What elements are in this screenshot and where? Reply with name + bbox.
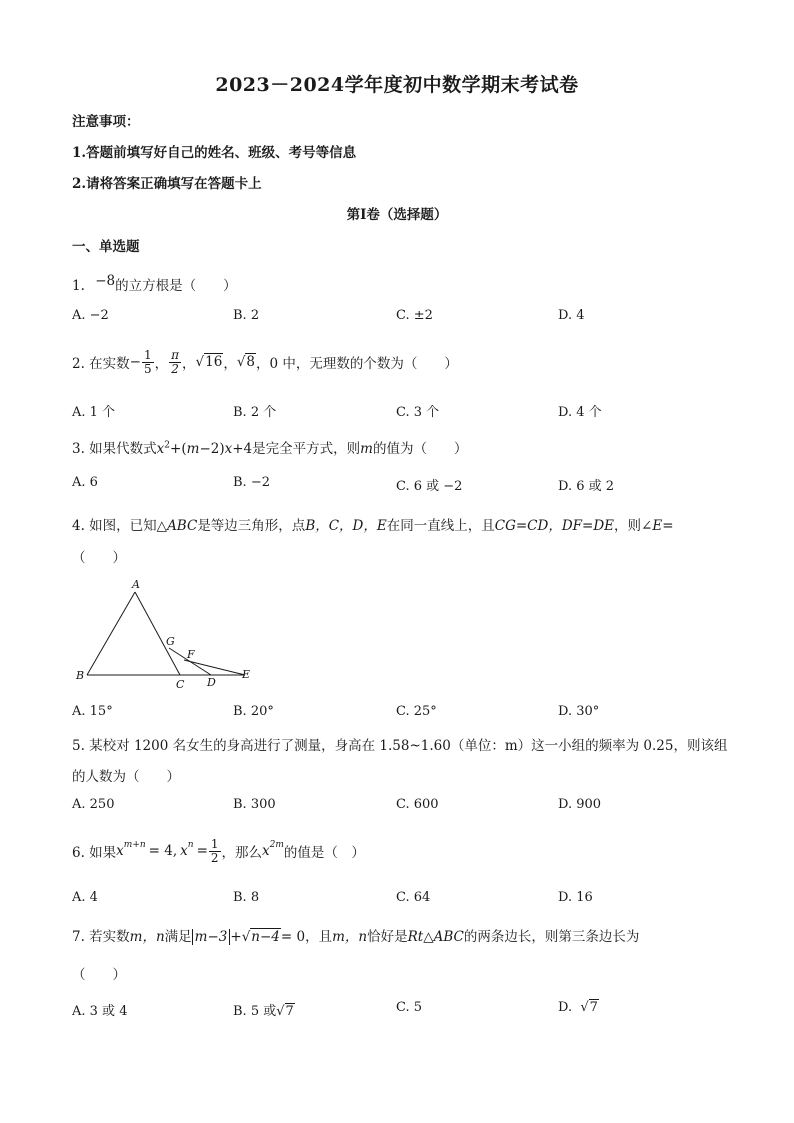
- segment-ab: [87, 592, 135, 675]
- sqrt-16: √16: [195, 354, 223, 370]
- question-text: 6. 如果: [72, 845, 117, 861]
- math-expression: −: [129, 354, 141, 370]
- math-expression: −2): [199, 441, 225, 457]
- math-expression: = 4,: [148, 843, 178, 859]
- option-a[interactable]: A. 1 个: [72, 405, 116, 420]
- option-b[interactable]: [233, 1000, 295, 1019]
- section-heading: 一、单选题: [72, 239, 140, 255]
- option-c[interactable]: C. 6 或 −2: [396, 479, 463, 494]
- option-c[interactable]: C. 600: [396, 797, 439, 812]
- variable-m: m: [186, 441, 200, 457]
- page-title: 2023－2024学年度初中数学期末考试卷: [215, 74, 579, 96]
- option-a[interactable]: A. −2: [72, 308, 109, 323]
- label-f: F: [187, 648, 195, 661]
- variable-x: x: [116, 843, 124, 859]
- exponent: m+n: [123, 840, 146, 850]
- triangle-figure: [70, 574, 270, 694]
- option-b[interactable]: B. 2: [233, 308, 260, 323]
- question-text: 4. 如图，已知△: [72, 518, 168, 534]
- separator: ，: [223, 356, 237, 372]
- variable-x: x: [156, 441, 165, 457]
- math-expression: −8: [95, 273, 116, 289]
- option-a[interactable]: A. 250: [72, 797, 115, 812]
- question-text: 的两条边长，则第三条边长为: [463, 929, 640, 945]
- sqrt-n-minus-4: √n−4: [241, 929, 280, 945]
- option-a[interactable]: A. 15°: [72, 704, 113, 719]
- option-b[interactable]: B. 300: [233, 797, 276, 812]
- separator: ，: [154, 356, 169, 372]
- option-c[interactable]: C. 25°: [396, 704, 437, 719]
- angle-name: E: [652, 518, 663, 534]
- segment-ac: [135, 592, 180, 675]
- label-a: A: [132, 578, 140, 591]
- condition: CG=CD，DF=DE: [494, 518, 615, 534]
- absolute-value: m−3: [192, 929, 231, 945]
- option-a[interactable]: A. 3 或 4: [72, 1004, 128, 1019]
- variables-m-n: m，n: [332, 929, 368, 945]
- variables-m-n: m，n: [129, 929, 165, 945]
- option-b[interactable]: B. 8: [233, 890, 260, 905]
- option-d[interactable]: D. 6 或 2: [558, 479, 615, 494]
- sqrt-7: √7: [580, 1000, 598, 1015]
- question-5: 5. 某校对 1200 名女生的身高进行了测量，身高在 1.58~1.60（单位：m）这一小组的频率为 0.25，则该组: [72, 738, 728, 754]
- option-text: D.: [558, 1000, 573, 1015]
- question-text: 2. 在实数: [72, 356, 130, 372]
- fraction-one-half: $\frac{1}{2}$: [210, 836, 219, 865]
- variable-x: x: [262, 843, 270, 859]
- math-expression: +4: [232, 441, 253, 457]
- question-text: ，那么: [221, 845, 263, 861]
- question-text: =: [662, 518, 674, 534]
- question-text: 的值是（ ）: [283, 845, 365, 861]
- segment-fe: [184, 660, 245, 675]
- math-expression: =: [196, 843, 208, 859]
- option-a[interactable]: A. 6: [72, 475, 98, 490]
- math-expression: +: [230, 929, 242, 945]
- variable-x: x: [224, 441, 233, 457]
- question-4: [72, 514, 674, 534]
- question-text: 7. 若实数: [72, 929, 130, 945]
- label-c: C: [176, 678, 185, 691]
- question-7-answer-blank: （ ）: [72, 967, 126, 983]
- label-e: E: [242, 668, 251, 681]
- exponent: 2: [164, 440, 171, 451]
- question-text: 3. 如果代数式: [72, 441, 157, 457]
- option-b[interactable]: B. 20°: [233, 704, 274, 719]
- exponent: 2m: [269, 840, 284, 850]
- triangle-name: ABC: [167, 518, 198, 534]
- option-d[interactable]: D. 4 个: [558, 405, 602, 420]
- exponent: n: [187, 840, 194, 850]
- sqrt-7: √7: [276, 1004, 294, 1019]
- option-d[interactable]: D. 16: [558, 890, 593, 905]
- math-expression: +(: [170, 441, 187, 457]
- option-c[interactable]: C. 64: [396, 890, 431, 905]
- question-text: ，0 中，无理数的个数为（ ）: [256, 356, 458, 372]
- question-6: [72, 832, 365, 870]
- volume-heading: 第I卷（选择题）: [346, 207, 448, 223]
- option-c[interactable]: C. ±2: [396, 308, 433, 323]
- option-b[interactable]: B. −2: [233, 475, 270, 490]
- question-2: [72, 343, 458, 381]
- sqrt-8: √8: [236, 354, 256, 370]
- variable-m: m: [360, 441, 373, 457]
- fraction-one-fifth: $\frac{1}{5}$: [143, 347, 152, 376]
- option-d[interactable]: [558, 1000, 599, 1015]
- question-text: 在同一直线上，且: [386, 518, 495, 534]
- question-text: 的值为（ ）: [372, 441, 468, 457]
- option-b[interactable]: B. 2 个: [233, 405, 277, 420]
- label-b: B: [76, 669, 85, 682]
- question-number: 1.: [72, 278, 85, 294]
- question-text: 恰好是: [367, 929, 408, 945]
- option-text: B. 5 或: [233, 1004, 277, 1019]
- question-4-answer-blank: （ ）: [72, 550, 126, 566]
- notice-heading: 注意事项：: [72, 114, 140, 130]
- variable-x: x: [180, 843, 188, 859]
- option-c[interactable]: C. 3 个: [396, 405, 440, 420]
- label-g: G: [166, 635, 175, 648]
- right-triangle-name: Rt△ABC: [407, 929, 464, 945]
- question-1: [72, 274, 237, 294]
- separator: ，: [182, 356, 196, 372]
- option-a[interactable]: A. 4: [72, 890, 98, 905]
- option-d[interactable]: D. 30°: [558, 704, 600, 719]
- label-d: D: [207, 676, 216, 689]
- option-d[interactable]: D. 4: [558, 308, 585, 323]
- point-list: B，C，D，E: [305, 518, 387, 534]
- notice-item-1: 1.答题前填写好自己的姓名、班级、考号等信息: [72, 145, 357, 161]
- question-text: 是等边三角形，点: [197, 518, 306, 534]
- question-text: ，且: [305, 929, 333, 945]
- question-text: ，则∠: [614, 518, 653, 534]
- question-text: 是完全平方式，则: [252, 441, 361, 457]
- notice-item-2: 2.请将答案正确填写在答题卡上: [72, 176, 262, 192]
- fraction-pi-half: $\frac{\pi}{2}$: [171, 347, 180, 376]
- question-text: 满足: [164, 929, 192, 945]
- option-d[interactable]: D. 900: [558, 797, 602, 812]
- math-expression: = 0: [280, 929, 306, 945]
- question-7: [72, 925, 639, 945]
- option-c[interactable]: C. 5: [396, 1000, 423, 1015]
- question-text: 的立方根是（ ）: [115, 278, 237, 294]
- question-3: [72, 437, 467, 457]
- question-5-line-2: 的人数为（ ）: [72, 769, 180, 785]
